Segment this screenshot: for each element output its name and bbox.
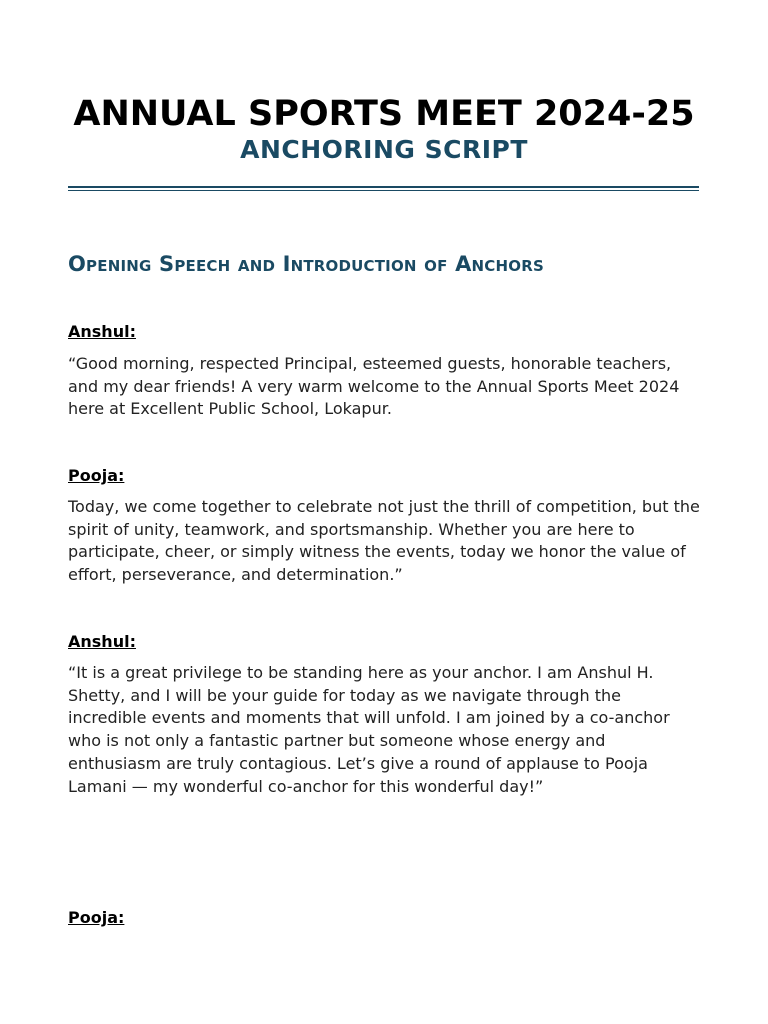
speaker-label: Pooja: [68, 908, 125, 927]
speech-paragraph: “Good morning, respected Principal, esteemed guests, honorable teachers, and my dear friends! A very warm welcome to the Annual Sports Meet 2024 here at Excellent Public School, Lokapur. [68, 354, 680, 419]
speech-paragraph: “It is a great privilege to be standing here as your anchor. I am Anshul H. Shetty, and I will be your guide for today as we navigate through the incredible events and moments that will unfold. I am joined by a co-anchor who is not only a fantastic partner but someone whose energy and enthusiasm are truly contagious. Let’s give a round of applause to Pooja Lamani — my wonderful co-anchor for this wonderful day!” [68, 663, 670, 796]
section-heading: Opening Speech and Introduction of Anchors [68, 252, 544, 276]
document-subtitle: ANCHORING SCRIPT [240, 135, 528, 164]
document-title: ANNUAL SPORTS MEET 2024-25 [73, 94, 695, 134]
document-page [68, 0, 700, 1024]
speaker-label: Anshul: [68, 632, 136, 651]
speech-paragraph: Today, we come together to celebrate not just the thrill of competition, but the spirit of unity, teamwork, and sportsmanship. Whether you are here to participate, cheer, or simply witness the events, today we honor the value of effort, perseverance, and determination.” [68, 497, 700, 585]
speaker-label: Pooja: [68, 466, 125, 485]
title-divider [68, 186, 699, 188]
speaker-label: Anshul: [68, 322, 136, 341]
